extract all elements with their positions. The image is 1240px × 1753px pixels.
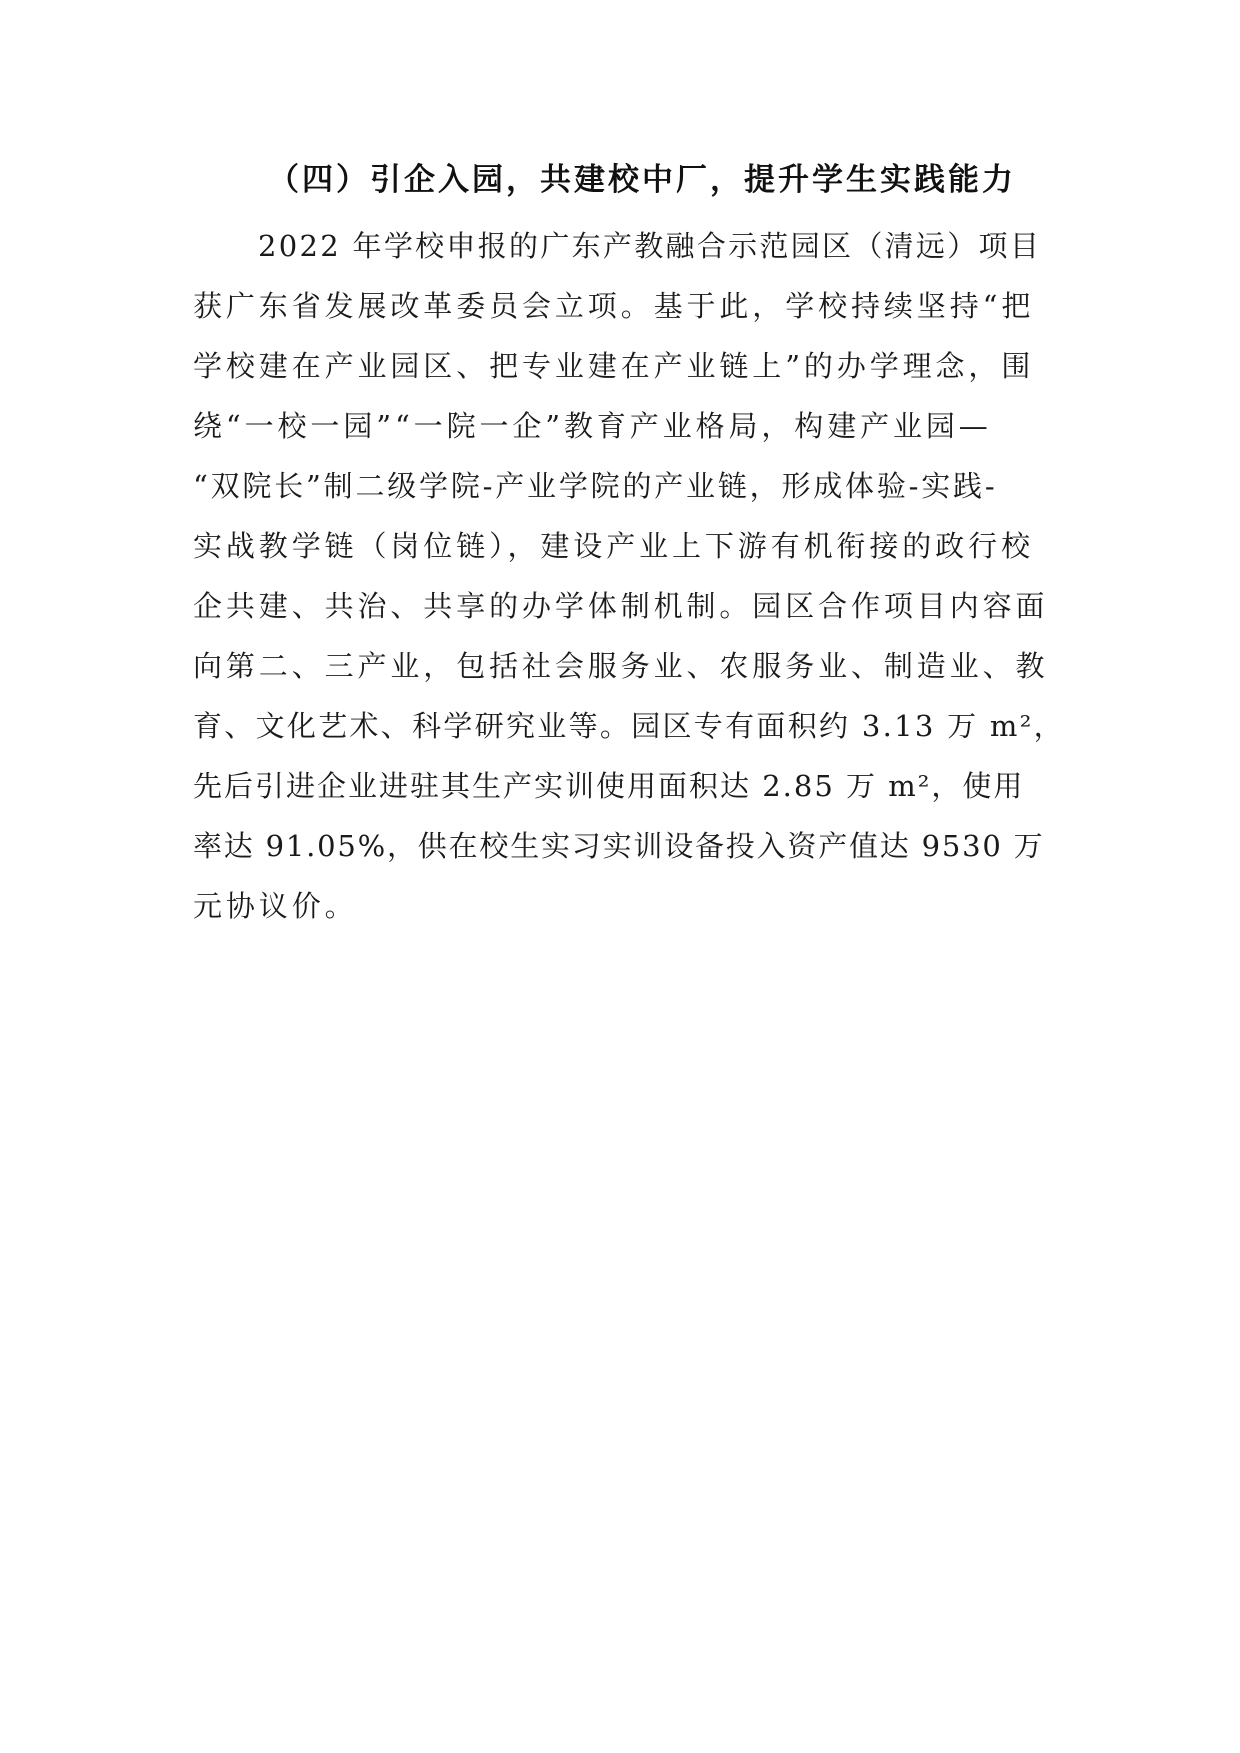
paragraph-line: 率达 91.05%，供在校生实习实训设备投入资产值达 9530 万: [193, 829, 1045, 863]
paragraph-line: 学校建在产业园区、把专业建在产业链上”的办学理念，围: [193, 349, 1035, 383]
paragraph-line: 实战教学链（岗位链），建设产业上下游有机衔接的政行校: [193, 529, 1034, 563]
paragraph-line: “双院长”制二级学院-产业学院的产业链，形成体验-实践-: [193, 469, 998, 503]
paragraph-line: 元协议价。: [193, 889, 358, 923]
paragraph-line: 先后引进企业进驻其生产实训使用面积达 2.85 万 m²，使用: [193, 769, 1025, 803]
paragraph-line: 企共建、共治、共享的办学体制机制。园区合作项目内容面: [193, 589, 1049, 623]
paragraph-line: 获广东省发展改革委员会立项。基于此，学校持续坚持“把: [193, 289, 1035, 323]
paragraph-line: 2022 年学校申报的广东产教融合示范园区（清远）项目: [258, 229, 1042, 263]
paragraph-line: 向第二、三产业，包括社会服务业、农服务业、制造业、教: [193, 649, 1049, 683]
section-heading: （四）引企入园，共建校中厂，提升学生实践能力: [268, 162, 1016, 198]
paragraph-line: 育、文化艺术、科学研究业等。园区专有面积约 3.13 万 m²，: [193, 709, 1065, 743]
paragraph-line: 绕“一校一园”“一院一企”教育产业格局，构建产业园—: [193, 409, 992, 443]
